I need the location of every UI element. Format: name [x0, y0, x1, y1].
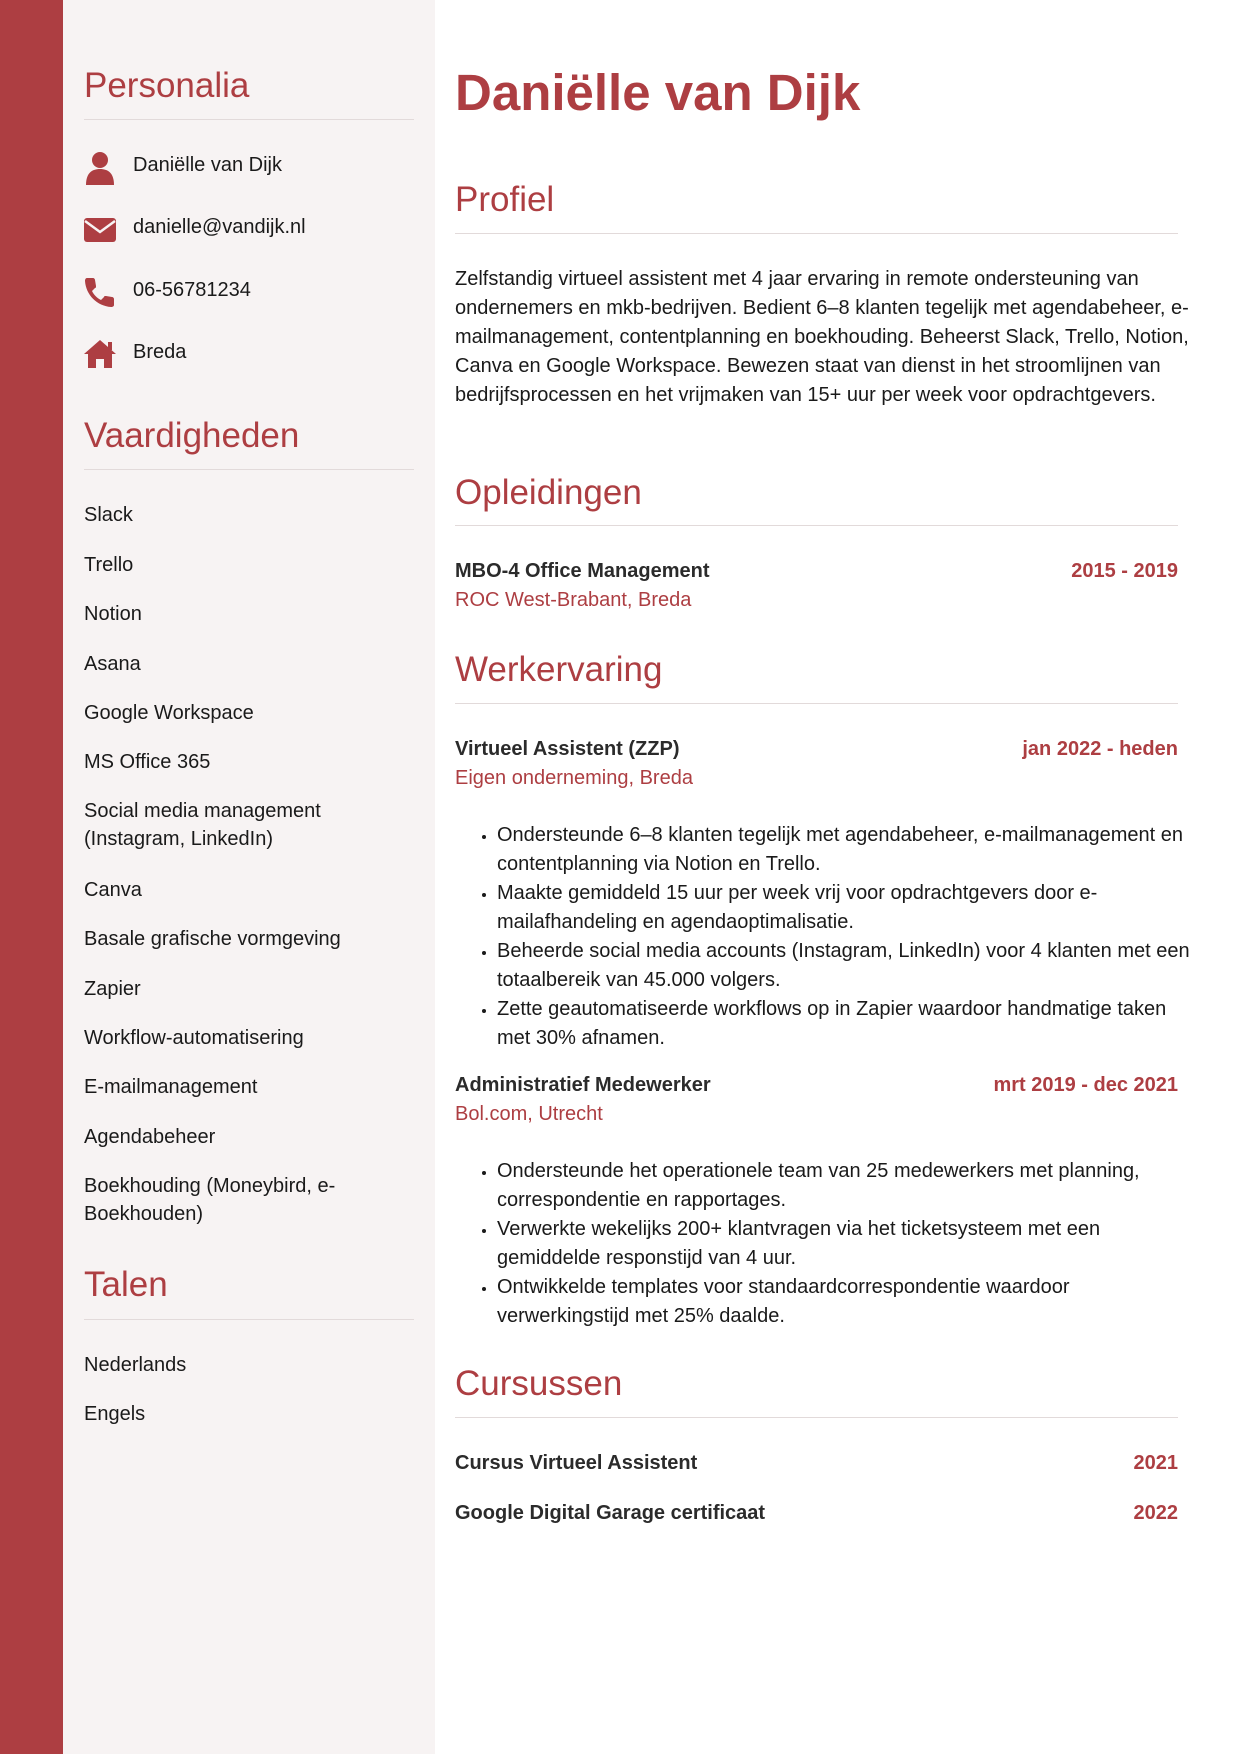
job-bullet: • Ondersteunde 6–8 klanten tegelijk met agendabeheer, e-mailmanagement en contentplanning via Notion en Trello.: [497, 821, 1197, 879]
course-date: 2022: [1133, 1502, 1178, 1524]
job-bullet: • Beheerde social media accounts (Instagram, LinkedIn) voor 4 klanten met een totaalbereik van 45.000 volgers.: [497, 937, 1197, 995]
job-date: jan 2022 - heden: [1022, 738, 1178, 760]
skill-item: Canva: [84, 879, 142, 901]
personalia-heading: Personalia: [84, 66, 250, 105]
education-divider: [455, 525, 1178, 526]
skill-item: Boekhouding (Moneybird, e-Boekhouden): [84, 1175, 336, 1225]
job-bullet: • Maakte gemiddeld 15 uur per week vrij voor opdrachtgevers door e-mailafhandeling en agendaoptimalisatie.: [497, 879, 1197, 937]
job-bullets: [455, 1157, 1197, 1331]
contact-name: Daniëlle van Dijk: [133, 154, 282, 176]
skill-item: Workflow-automatisering: [84, 1027, 304, 1049]
skill-item: Asana: [84, 653, 141, 675]
phone-icon: [82, 274, 118, 310]
skills-divider: [84, 469, 414, 470]
job-bullets: [455, 821, 1197, 1053]
course-title: Google Digital Garage certificaat: [455, 1502, 766, 1524]
language-item: Engels: [84, 1403, 146, 1425]
skill-item: Basale grafische vormgeving: [84, 928, 341, 950]
job-employer: Bol.com, Utrecht: [455, 1103, 603, 1125]
profile-text: Zelfstandig virtueel assistent met 4 jaar ervaring in remote ondersteuning van ondernemers en mkb-bedrijven. Bedient 6–8 klanten tegelijk met agendabeheer, e-mailmanagement, contentplanning en boekhouding. Beheerst Slack, Trello, Notion, Canva en Google Workspace. Bewezen staat van dienst in het stroomlijnen van bedrijfsprocessen en het vrijmaken van 15+ uur per week voor opdrachtgevers.: [455, 268, 1189, 406]
skills-heading: Vaardigheden: [84, 416, 300, 455]
job-bullet: • Ontwikkelde templates voor standaardcorrespondentie waardoor verwerkingstijd met 25% daalde.: [497, 1273, 1197, 1331]
course-date: 2021: [1133, 1452, 1178, 1474]
languages-divider: [84, 1319, 414, 1320]
skill-item: Notion: [84, 603, 142, 625]
courses-divider: [455, 1417, 1178, 1418]
job-bullet: • Zette geautomatiseerde workflows op in Zapier waardoor handmatige taken met 30% afnamen.: [497, 995, 1197, 1053]
skill-item: MS Office 365: [84, 751, 211, 773]
courses-heading: Cursussen: [455, 1364, 623, 1403]
education-title: MBO-4 Office Management: [455, 560, 710, 582]
skill-item: E-mailmanagement: [84, 1076, 258, 1098]
job-date: mrt 2019 - dec 2021: [993, 1074, 1178, 1096]
skill-item: Google Workspace: [84, 702, 254, 724]
job-title: Administratief Medewerker: [455, 1074, 711, 1096]
envelope-icon: [82, 212, 118, 248]
languages-heading: Talen: [84, 1265, 168, 1304]
course-title: Cursus Virtueel Assistent: [455, 1452, 698, 1474]
contact-email[interactable]: danielle@vandijk.nl: [133, 216, 306, 238]
experience-divider: [455, 703, 1178, 704]
contact-phone: 06-56781234: [133, 279, 251, 301]
profile-heading: Profiel: [455, 180, 555, 219]
home-icon: [82, 336, 118, 372]
contact-city: Breda: [133, 341, 187, 363]
profile-divider: [455, 233, 1178, 234]
job-employer: Eigen onderneming, Breda: [455, 767, 693, 789]
education-heading: Opleidingen: [455, 473, 642, 512]
job-title: Virtueel Assistent (ZZP): [455, 738, 680, 760]
language-item: Nederlands: [84, 1354, 187, 1376]
skill-item: Zapier: [84, 978, 141, 1000]
skill-item: Social media management (Instagram, LinkedIn): [84, 800, 321, 850]
personalia-divider: [84, 119, 414, 120]
accent-stripe: [0, 0, 63, 1754]
skill-item: Trello: [84, 554, 134, 576]
candidate-name: Daniëlle van Dijk: [455, 64, 861, 121]
skill-item: Slack: [84, 504, 133, 526]
education-school: ROC West-Brabant, Breda: [455, 589, 692, 611]
person-icon: [82, 150, 118, 186]
job-bullet: • Ondersteunde het operationele team van 25 medewerkers met planning, correspondentie en rapportages.: [497, 1157, 1197, 1215]
experience-heading: Werkervaring: [455, 650, 663, 689]
job-bullet: • Verwerkte wekelijks 200+ klantvragen via het ticketsysteem met een gemiddelde responstijd van 4 uur.: [497, 1215, 1197, 1273]
education-date: 2015 - 2019: [1071, 560, 1178, 582]
skill-item: Agendabeheer: [84, 1126, 216, 1148]
